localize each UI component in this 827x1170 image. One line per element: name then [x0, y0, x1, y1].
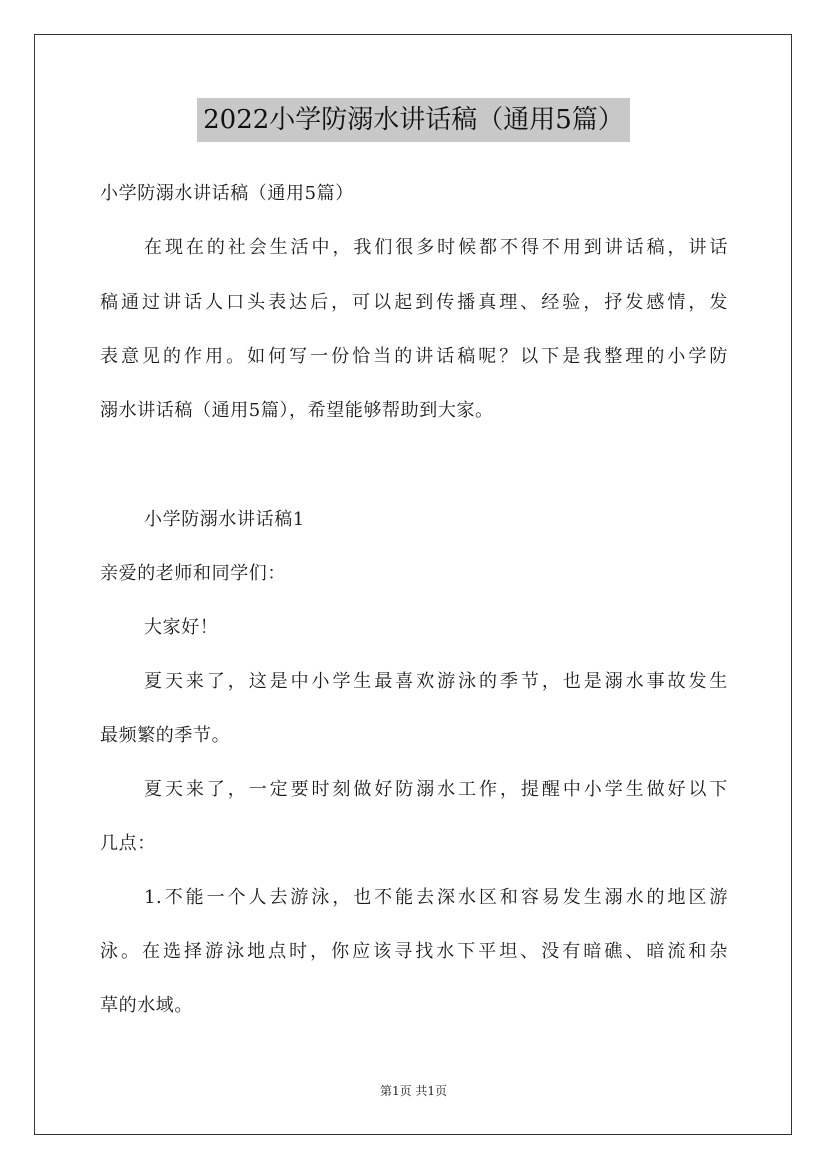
document-subtitle: 小学防溺水讲话稿（通用5篇）: [100, 183, 354, 204]
paragraph-2-line-2: 几点：: [100, 833, 156, 854]
section-heading: 小学防溺水讲话稿1: [144, 509, 305, 530]
intro-line-4: 溺水讲话稿（通用5篇），希望能够帮助到大家。: [100, 400, 494, 421]
paragraph-3-line-1: 1.不能一个人去游泳，也不能去深水区和容易发生溺水的地区游: [144, 887, 728, 908]
intro-line-2: 稿通过讲话人口头表达后，可以起到传播真理、经验，抒发感情，发: [100, 292, 728, 313]
paragraph-3-line-2: 泳。在选择游泳地点时，你应该寻找水下平坦、没有暗礁、暗流和杂: [100, 941, 728, 962]
paragraph-1-line-2: 最频繁的季节。: [100, 725, 231, 746]
greeting: 大家好！: [144, 617, 219, 638]
document-title: 2022小学防溺水讲话稿（通用5篇）: [197, 98, 630, 142]
page-footer: 第1页 共1页: [379, 1084, 448, 1098]
title-container: [0, 98, 827, 142]
intro-line-1: 在现在的社会生活中，我们很多时候都不得不用到讲话稿，讲话: [144, 237, 728, 258]
salutation: 亲爱的老师和同学们：: [100, 563, 286, 584]
intro-line-3: 表意见的作用。如何写一份恰当的讲话稿呢？以下是我整理的小学防: [100, 346, 728, 367]
paragraph-2-line-1: 夏天来了，一定要时刻做好防溺水工作，提醒中小学生做好以下: [144, 779, 728, 800]
paragraph-3-line-3: 草的水域。: [100, 995, 193, 1016]
paragraph-1-line-1: 夏天来了，这是中小学生最喜欢游泳的季节，也是溺水事故发生: [144, 671, 728, 692]
